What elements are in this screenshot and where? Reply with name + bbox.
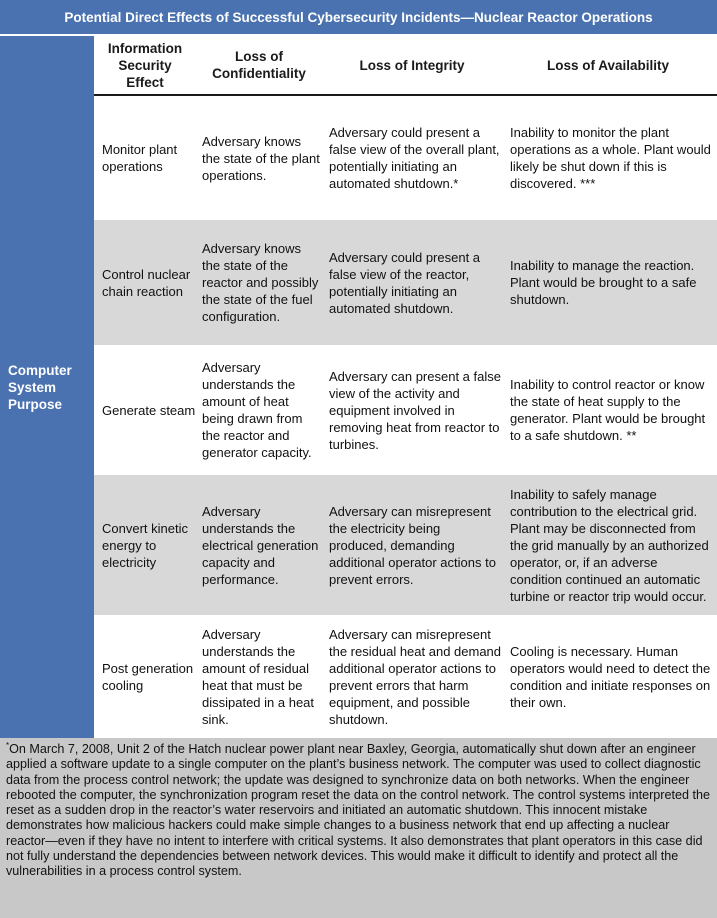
table-title: Potential Direct Effects of Successful Cybersecurity Incidents—Nuclear Reactor Operations (0, 0, 717, 36)
availability-cell: Inability to manage the reaction. Plant would be brought to a safe shutdown. (510, 258, 697, 307)
integrity-cell: Adversary can present a false view of the activity and equipment involved in removing heat from reactor to turbines. (329, 368, 501, 452)
row-group-label (0, 36, 94, 738)
table-row (94, 220, 717, 345)
purpose-cell: Post generation cooling (102, 660, 194, 693)
availability-cell: Cooling is necessary. Human operators would need to detect the condition and initiate responses on their own. (510, 643, 711, 710)
confidentiality-cell: Adversary knows the state of the plant operations. (202, 133, 320, 183)
header-availability: Loss of Availability (546, 57, 670, 73)
availability-cell: Inability to safely manage contribution to the electrical grid. Plant may be disconnected from the grid manually by an authorized operator, or, if an adverse condition continued an automatic turbine or reactor trip would occur. (510, 486, 709, 604)
purpose-cell: Control nuclear chain reaction (102, 266, 191, 299)
availability-cell: Inability to monitor the plant operations as a whole. Plant would likely be shut down if this is discovered. *** (510, 125, 711, 191)
footnote-text: On March 7, 2008, Unit 2 of the Hatch nuclear power plant near Baxley, Georgia, automatically shut down after an engineer applied a software update to a single computer on the plant’s business network. The computer was used to collect diagnostic data from the process control network; the update was designed to synchronize data on both networks. When the engineer rebooted the computer, the synchronization program reset the data on the control network. The control systems interpreted the reset as a sudden drop in the reactor’s water reservoirs and initiated an automatic shutdown. This innocent mistake demonstrates how malicious hackers could make simple changes to a business network that end up affecting a nuclear reactor—even if they have no intent to interfere with critical systems. It also demonstrates that plant operators in this case did not fully understand the dependencies between network devices. This would make it difficult to identify and protect all the vulnerabilities in a process control system. (6, 742, 711, 879)
confidentiality-cell: Adversary understands the amount of heat being drawn from the reactor and generator capacity. (202, 360, 312, 460)
table-row (94, 345, 717, 475)
table-row (94, 475, 717, 615)
footnote (0, 738, 717, 918)
header-integrity: Loss of Integrity (359, 57, 465, 73)
availability-cell: Inability to control reactor or know the state of heat supply to the generator. Plant would be brought to a safe shutdown. ** (510, 377, 706, 443)
integrity-cell: Adversary can misrepresent the electricity being produced, demanding additional operator actions to prevent errors. (329, 503, 496, 587)
integrity-cell: Adversary can misrepresent the residual heat and demand additional operator actions to prevent errors that harm equipment, and possible shutdown. (329, 626, 502, 727)
purpose-cell: Monitor plant operations (102, 142, 178, 174)
integrity-cell: Adversary could present a false view of the overall plant, potentially initiating an automated shutdown.* (329, 125, 500, 191)
table-row (94, 96, 717, 220)
footnote-marker: * (6, 740, 10, 750)
purpose-cell: Convert kinetic energy to electricity (102, 520, 188, 570)
purpose-cell: Generate steam (102, 402, 196, 418)
confidentiality-cell: Adversary understands the amount of residual heat that must be dissipated in a heat sink. (202, 626, 315, 727)
confidentiality-cell: Adversary knows the state of the reactor and possibly the state of the fuel configuration. (202, 241, 319, 324)
header-effect: Information Security Effect (107, 40, 183, 90)
table-row (94, 615, 717, 738)
integrity-cell: Adversary could present a false view of the reactor, potentially initiating an automated shutdown. (329, 249, 481, 316)
row-group-label-text: Computer System Purpose (8, 362, 72, 412)
confidentiality-cell: Adversary understands the electrical generation capacity and performance. (202, 503, 319, 587)
header-confidentiality: Loss of Confidentiality (212, 49, 306, 81)
